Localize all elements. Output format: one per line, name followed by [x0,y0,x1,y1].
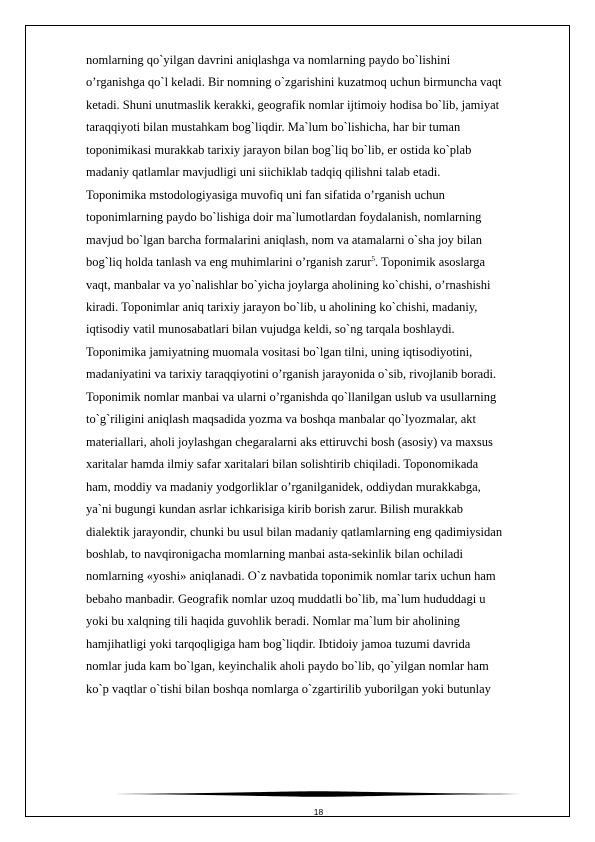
text-line: bebaho manbadir. Geografik nomlar uzoq muddatli bo`lib, ma`lum hududdagi u [86,591,486,606]
text-line: Toponimika mstodologiyasiga muvofiq uni fan sifatida o’rganish uchun [86,187,445,202]
text-line: Toponimika jamiyatning muomala vositasi bo`lgan tilni, uning iqtisodiyotini, [86,344,473,359]
text-line: Toponimik nomlar manbai va ularni o’rganishda qo`llanilgan uslub va usullarning [86,389,497,404]
text-line: o’rganishga qo`l keladi. Bir nomning o`zgarishini kuzatmoq uchun birmuncha vaqt [86,75,502,90]
text-line: ketadi. Shuni unutmaslik kerakki, geografik nomlar ijtimoiy hodisa bo`lib, jamiyat [86,97,500,112]
text-line: to`g`riligini aniqlash maqsadida yozma va boshqa manbalar qo`lyozmalar, akt [86,412,477,427]
body-text [86,49,556,700]
text-line: iqtisodiy vatil munosabatlari bilan vujudga keldi, so`ng tarqala boshlaydi. [86,322,455,337]
text-line: ya`ni bugungi kundan asrlar ichkarisiga kirib borish zarur. Bilish murakkab [86,502,463,517]
text-line: nomlar juda kam bo`lgan, keyinchalik aholi paydo bo`lib, qo`yilgan nomlar ham [86,659,489,674]
text-line: materiallari, aholi joylashgan chegaralarni aks ettiruvchi bosh (asosiy) va maxsus [86,434,493,449]
text-line: nomlarning «yoshi» aniqlanadi. O`z navbatida toponimik nomlar tarix uchun ham [86,569,496,584]
text-line: nomlarning qo`yilgan davrini aniqlashga va nomlarning paydo bo`lishini [86,53,451,67]
text-segment: . Toponimik asoslarga [374,255,486,270]
text-line: hamjihatligi yoki tarqoqligiga ham bog`liqdir. Ibtidoiy jamoa tuzumi davrida [86,636,471,651]
text-segment: bog`liq holda tanlash va eng muhimlarini o’rganish zarur [86,255,372,270]
text-line: kiradi. Toponimlar aniq tarixiy jarayon bo`lib, u aholining ko`chishi, madaniy, [86,299,478,314]
text-line: dialektik jarayondir, chunki bu usul bilan madaniy qatlamlarning eng qadimiysidan [86,524,503,539]
text-line: xaritalar hamda ilmiy safar xaritalari bilan solishtirib chiqiladi. Toponomikada [86,457,479,472]
text-line: toponimikasi murakkab tarixiy jarayon bilan bog`liq bo`lib, er ostida ko`plab [86,142,472,157]
text-line: madaniy qatlamlar mavjudligi uni siichiklab tadqiq qilishni talab etadi. [86,165,441,180]
footer-rule [102,790,534,798]
text-line: madaniyatini va tarixiy taraqqiyotini o’rganish jarayonida o`sib, rivojlanib boradi. [86,367,497,382]
text-line: toponimlarning paydo bo`lishiga doir ma`lumotlardan foydalanish, nomlarning [86,210,482,225]
text-line: vaqt, manbalar va yo`nalishlar bo`yicha joylarga aholining ko`chishi, o’rnashishi [86,277,491,292]
text-line: ko`p vaqtlar o`tishi bilan boshqa nomlarga o`zgartirilib yuborilgan yoki butunlay [86,681,491,696]
text-line: taraqqiyoti bilan mustahkam bog`liqdir. Ma`lum bo`lishicha, har bir tuman [86,120,461,135]
text-line: mavjud bo`lgan barcha formalarini aniqlash, nom va atamalarni o`sha joy bilan [86,232,483,247]
text-line: yoki bu xalqning tili haqida guvohlik beradi. Nomlar ma`lum bir aholining [86,614,460,629]
text-line: boshlab, to navqironigacha momlarning manbai asta-sekinlik bilan ochiladi [86,546,463,561]
text-line-with-footnote [86,251,556,273]
footnote-reference[interactable]: 5 [371,255,375,264]
text-line: ham, moddiy va madaniy yodgorliklar o’rganilganidek, oddiydan murakkabga, [86,479,481,494]
page-number: 18 [313,807,324,817]
